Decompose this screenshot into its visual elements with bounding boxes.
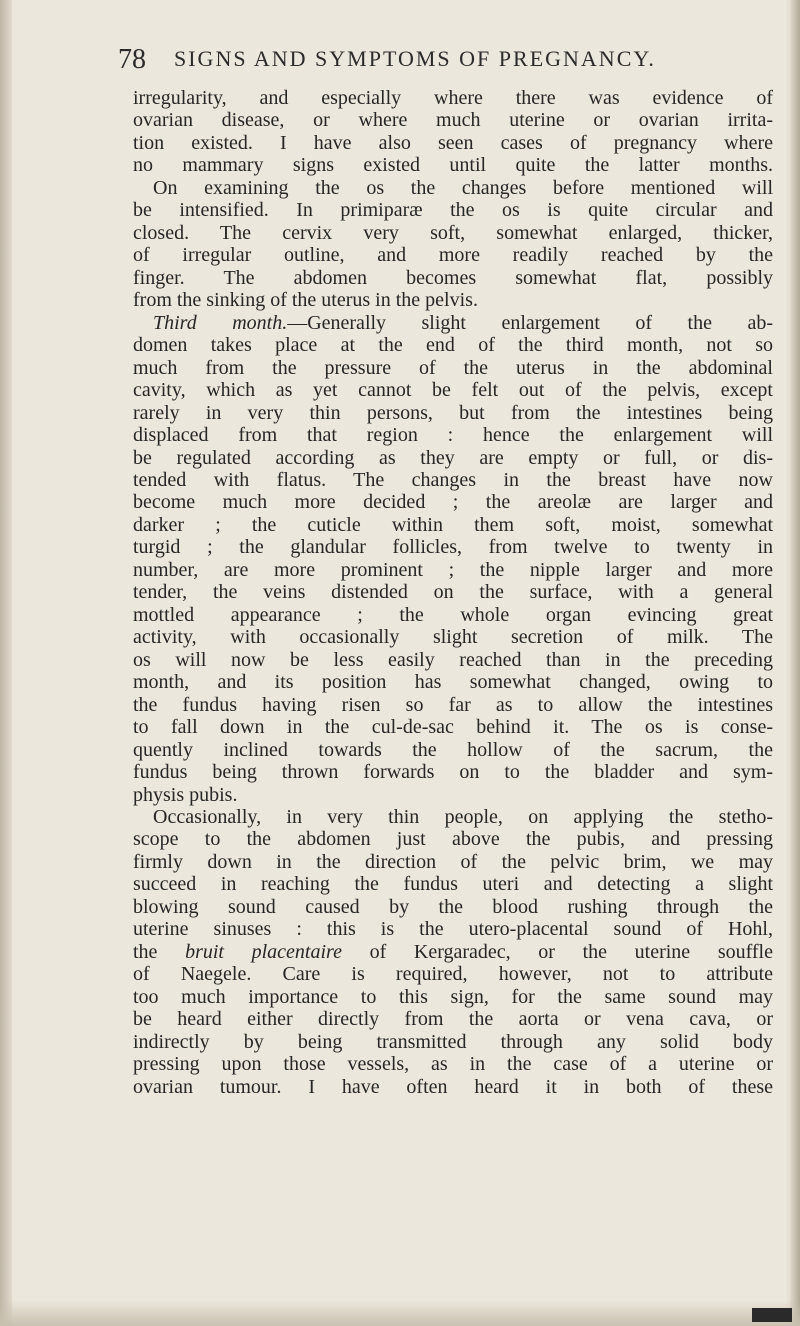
text-line: too much importance to this sign, for the same sound may bbox=[133, 985, 773, 1008]
text-fragment: the bbox=[133, 940, 186, 963]
text-line: be heard either directly from the aorta or vena cava, or bbox=[133, 1008, 773, 1031]
text-line: darker ; the cuticle within them soft, moist, somewhat bbox=[133, 513, 773, 536]
text-line: ovarian disease, or where much uterine or ovarian irrita- bbox=[133, 109, 773, 132]
text-line: pressing upon those vessels, as in the case of a uterine or bbox=[133, 1053, 773, 1076]
text-fragment: of Kergaradec, or the uterine souffle bbox=[341, 940, 773, 963]
page-number: 78 bbox=[118, 44, 146, 75]
text-line: physis pubis. bbox=[133, 783, 238, 806]
text-line: os will now be less easily reached than in the preceding bbox=[133, 648, 773, 671]
text-line: quently inclined towards the hollow of the sacrum, the bbox=[133, 738, 773, 761]
text-line: indirectly by being transmitted through any solid body bbox=[133, 1030, 773, 1053]
page-edge bbox=[790, 0, 800, 1326]
text-fragment: —Generally slight enlargement of the ab- bbox=[287, 311, 773, 334]
text-line: tended with flatus. The changes in the breast have now bbox=[133, 468, 773, 491]
text-line: of irregular outline, and more readily reached by the bbox=[133, 244, 773, 267]
text-line: domen takes place at the end of the third month, not so bbox=[133, 334, 773, 357]
section-heading-third-month: Third month. bbox=[153, 311, 288, 334]
text-line: turgid ; the glandular follicles, from twelve to twenty in bbox=[133, 536, 773, 559]
text-line: to fall down in the cul-de-sac behind it. The os is conse- bbox=[133, 716, 773, 739]
text-line: no mammary signs existed until quite the latter months. bbox=[133, 154, 773, 177]
text-line: tender, the veins distended on the surface, with a general bbox=[133, 581, 773, 604]
text-line: be intensified. In primiparæ the os is quite circular and bbox=[133, 199, 773, 222]
text-line: tion existed. I have also seen cases of pregnancy where bbox=[133, 131, 773, 154]
running-head bbox=[118, 44, 778, 84]
text-line: become much more decided ; the areolæ are larger and bbox=[133, 491, 773, 514]
text-line: the fundus having risen so far as to allow the intestines bbox=[133, 693, 773, 716]
binding-edge bbox=[0, 0, 12, 1326]
text-line: much from the pressure of the uterus in the abdominal bbox=[133, 356, 773, 379]
ink-blot bbox=[752, 1308, 792, 1322]
page-bottom-shadow bbox=[0, 1300, 800, 1326]
text-line-bruit bbox=[133, 941, 773, 963]
text-line-third-month bbox=[133, 312, 773, 334]
text-line: number, are more prominent ; the nipple larger and more bbox=[133, 558, 773, 581]
text-line: Occasionally, in very thin people, on applying the stetho- bbox=[153, 806, 773, 828]
text-line: finger. The abdomen becomes somewhat flat, possibly bbox=[133, 266, 773, 289]
text-line: rarely in very thin persons, but from the intestines being bbox=[133, 401, 773, 424]
text-line: blowing sound caused by the blood rushing through the bbox=[133, 895, 773, 918]
text-line: cavity, which as yet cannot be felt out of the pelvis, except bbox=[133, 379, 773, 402]
text-line: fundus being thrown forwards on to the bladder and sym- bbox=[133, 761, 773, 784]
body-text bbox=[133, 87, 773, 1297]
text-line: be regulated according as they are empty or full, or dis- bbox=[133, 446, 773, 469]
text-line: ovarian tumour. I have often heard it in both of these bbox=[133, 1075, 773, 1098]
text-line: On examining the os the changes before mentioned will bbox=[153, 176, 773, 199]
text-line: firmly down in the direction of the pelvic brim, we may bbox=[133, 850, 773, 873]
text-line: succeed in reaching the fundus uteri and detecting a slight bbox=[133, 873, 773, 896]
text-line: irregularity, and especially where there was evidence of bbox=[133, 87, 773, 109]
text-line: from the sinking of the uterus in the pelvis. bbox=[133, 289, 478, 312]
text-line: mottled appearance ; the whole organ evincing great bbox=[133, 603, 773, 626]
running-title: SIGNS AND SYMPTOMS OF PREGNANCY. bbox=[174, 46, 656, 71]
text-line: displaced from that region : hence the enlargement will bbox=[133, 424, 773, 447]
term-bruit-placentaire: bruit placentaire bbox=[185, 940, 342, 963]
text-line: of Naegele. Care is required, however, not to attribute bbox=[133, 963, 773, 986]
text-line: uterine sinuses : this is the utero-placental sound of Hohl, bbox=[133, 918, 773, 941]
text-line: month, and its position has somewhat changed, owing to bbox=[133, 671, 773, 694]
text-line: activity, with occasionally slight secretion of milk. The bbox=[133, 626, 773, 649]
text-line: scope to the abdomen just above the pubis, and pressing bbox=[133, 828, 773, 851]
text-line: closed. The cervix very soft, somewhat enlarged, thicker, bbox=[133, 221, 773, 244]
